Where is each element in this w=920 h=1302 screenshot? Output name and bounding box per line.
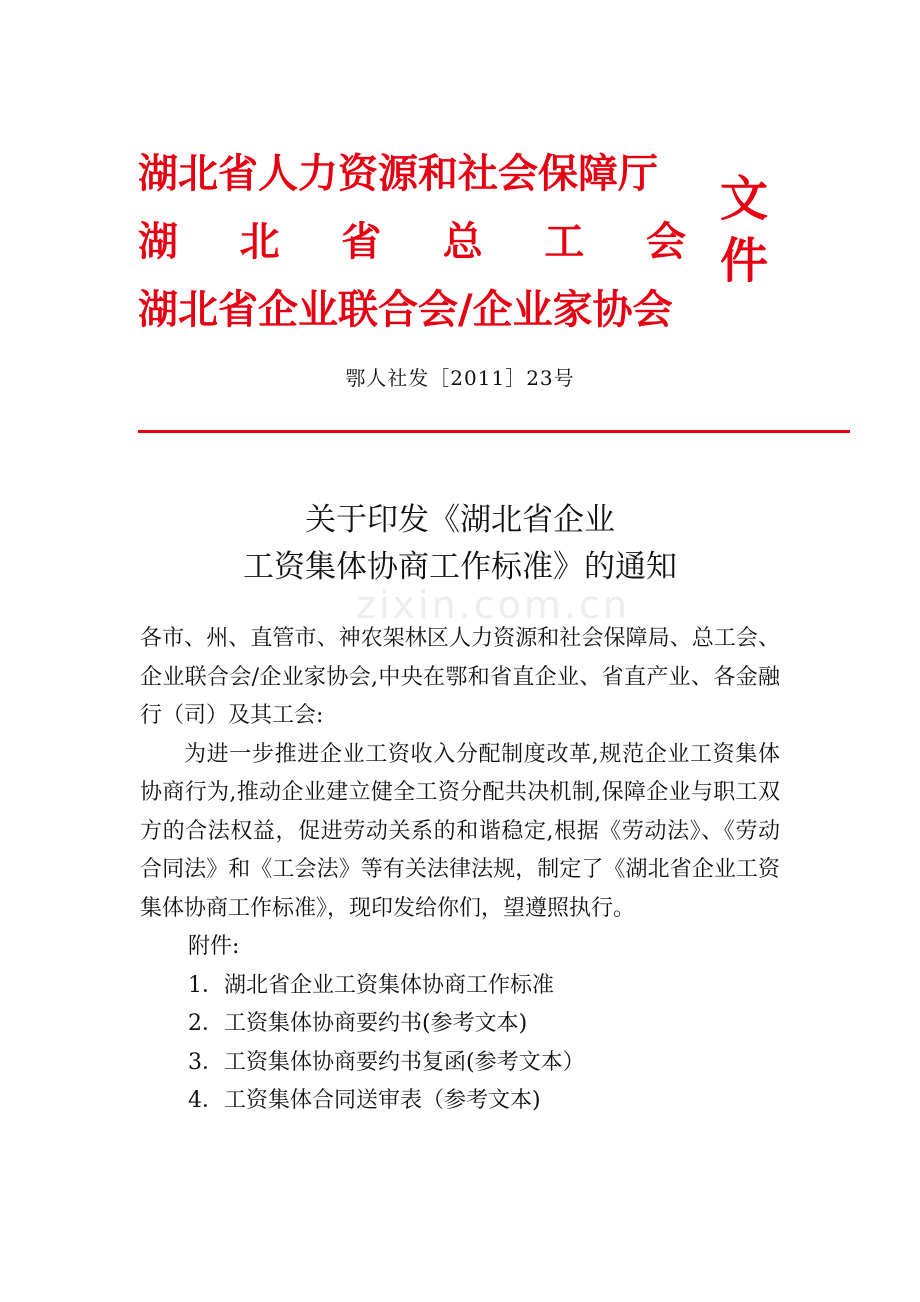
- document-type-char: 件: [720, 233, 769, 289]
- document-number: 鄂人社发［2011］23号: [345, 366, 575, 390]
- issuer-char: 省: [341, 219, 382, 265]
- issuer-char: 会: [645, 219, 686, 265]
- attachment-item: 3．工资集体协商要约书复函(参考文本）: [188, 1049, 585, 1075]
- main-paragraph: 为进一步推进企业工资收入分配制度改革,规范企业工资集体协商行为,推动企业建立健全工资分配共决机制,保障企业与职工双方的合法权益，促进劳动关系的和谐稳定,根据《劳动法》、《劳动合同法》和《工会法》等有关法律法规，制定了《湖北省企业工资集体协商工作标准》，现印发给你们，望遵照执行。: [140, 741, 780, 921]
- document-body: [140, 620, 780, 1121]
- red-divider-line: [138, 430, 850, 433]
- document-type-char: 文: [720, 171, 769, 227]
- attachment-item: 1．湖北省企业工资集体协商工作标准: [188, 972, 554, 998]
- issuer-federation-of-trade-unions: [138, 208, 686, 276]
- issuer-char: 北: [239, 219, 280, 265]
- attachment-item: 4．工资集体合同送审表（参考文本): [188, 1088, 541, 1113]
- issuer-block: [138, 140, 698, 344]
- issuer-char: 工: [544, 219, 585, 265]
- watermark: zixin.com.cn: [356, 583, 630, 627]
- document-title: [0, 497, 920, 591]
- issuer-char: 湖: [138, 219, 178, 265]
- title-line-2: 工资集体协商工作标准》的通知: [243, 549, 677, 585]
- document-type-label: [720, 168, 780, 292]
- attachments-label: 附件:: [188, 934, 240, 959]
- attachment-item: 2．工资集体协商要约书(参考文本): [188, 1011, 528, 1036]
- issuer-enterprise-confederation: 湖北省企业联合会/企业家协会: [138, 287, 673, 333]
- title-line-1: 关于印发《湖北省企业: [305, 502, 615, 538]
- recipients-paragraph: 各市、州、直管市、神农架林区人力资源和社会保障局、总工会、企业联合会/企业家协会,中央在鄂和省直企业、省直产业、各金融行（司）及其工会:: [140, 626, 780, 728]
- issuer-hrss: 湖北省人力资源和社会保障厅: [138, 151, 658, 197]
- issuer-char: 总: [442, 219, 483, 265]
